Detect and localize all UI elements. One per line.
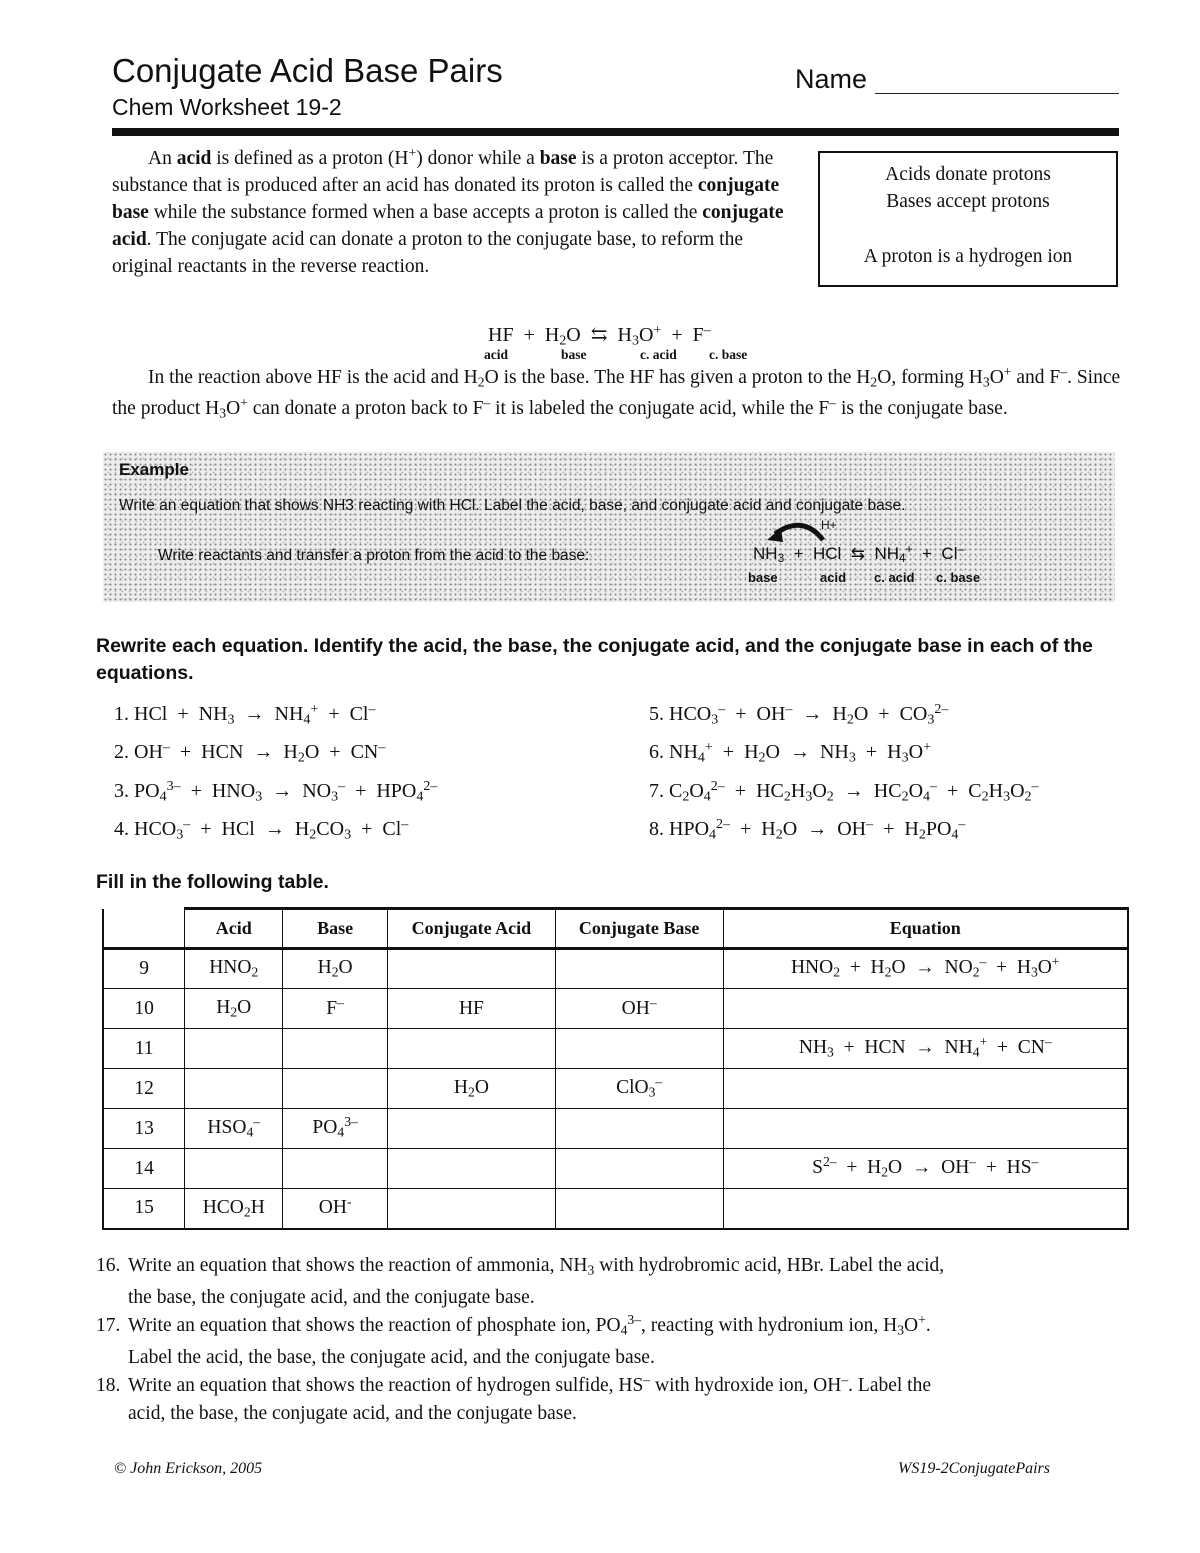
cell-acid: $HNO_2$	[185, 949, 283, 989]
cell-base: OH-	[283, 1189, 388, 1229]
header-rule	[112, 128, 1119, 136]
cell-conjugate-acid[interactable]	[388, 1149, 556, 1189]
row-number: 13	[103, 1109, 185, 1149]
cell-conjugate-acid[interactable]	[388, 1029, 556, 1069]
callout-line: Acids donate protons	[885, 164, 1051, 185]
table-row	[103, 949, 1128, 989]
row-number: 14	[103, 1149, 185, 1189]
row-number: 10	[103, 989, 185, 1029]
cell-conjugate-acid[interactable]	[388, 949, 556, 989]
callout-line: Bases accept protons	[886, 191, 1050, 212]
cell-equation: $S^{2-} + H_2O \to OH^- + HS^-$	[723, 1149, 1128, 1189]
cell-base[interactable]	[283, 1069, 388, 1109]
table-row	[103, 1149, 1128, 1189]
example-label: base	[748, 570, 778, 585]
document-id: WS19-2ConjugatePairs	[898, 1460, 1050, 1477]
callout-line: A proton is a hydrogen ion	[863, 246, 1073, 267]
cell-conjugate-base[interactable]	[555, 1149, 723, 1189]
cell-acid: $H_2O$	[185, 989, 283, 1029]
cell-conjugate-acid: HF	[388, 989, 556, 1029]
column-header-equation: Equation	[723, 909, 1128, 949]
example-label: acid	[820, 570, 847, 585]
name-label: Name	[795, 64, 868, 94]
table-row	[103, 1109, 1128, 1149]
cell-acid: $HSO_4^-$	[185, 1109, 283, 1149]
cell-acid: $HCO_2H$	[185, 1189, 283, 1229]
key-facts-box	[818, 151, 1118, 287]
example-label: c. acid	[874, 570, 915, 585]
intro-paragraph: An acid is defined as a proton (H+) donor while a base is a proton acceptor. The substance that is produced after an acid has donated its proton is called the conjugate base while the substance formed when a base accepts a proton is called the conjugate acid. The conjugate acid can donate a proton to the conjugate base, to reform the original reactants in the reverse reaction.	[112, 145, 784, 277]
cell-equation: $HNO_2 + H_2O \to NO_2^- + H_3O^+$	[723, 949, 1128, 989]
question-17: 17. Write an equation that shows the reaction of phosphate ion, $PO_4^{3-}$, reacting with hydronium ion, $H_3O^+$. Label the acid, the base, the conjugate acid, and the conjugate base.	[96, 1312, 931, 1369]
example-equation: $NH_3$ + HCl ⇆ $NH_4^+ + Cl^-$	[753, 542, 965, 565]
table-instructions: Fill in the following table.	[96, 871, 329, 893]
column-header-conjugate-acid: Conjugate Acid	[388, 909, 556, 949]
conjugate-pairs-table	[102, 907, 1129, 1230]
page-title: Conjugate Acid Base Pairs	[112, 52, 503, 89]
cell-equation[interactable]	[723, 989, 1128, 1029]
name-blank-line	[875, 93, 1119, 94]
equation-item-6: 6. $NH_4^+ + H_2O \to NH_3 + H_3O^+$	[649, 740, 931, 766]
rewrite-instructions: Rewrite each equation. Identify the acid, the base, the conjugate acid, and the conjugate base in each of the equations.	[96, 635, 1093, 684]
equation-item-5: 5. $HCO_3^- + OH^- \to H_2O + CO_3^{2-}$	[649, 702, 949, 728]
row-number: 9	[103, 949, 185, 989]
table-row	[103, 1029, 1128, 1069]
cell-base: F–	[283, 989, 388, 1029]
cell-acid[interactable]	[185, 1029, 283, 1069]
example-label: c. base	[936, 570, 981, 585]
cell-conjugate-acid[interactable]	[388, 1189, 556, 1229]
worksheet-subtitle: Chem Worksheet 19-2	[112, 94, 342, 120]
proton-label: H+	[821, 518, 837, 532]
equation-item-1: 1. HCl + $NH_3 \to NH_4^+ + Cl^-$	[114, 702, 376, 728]
cell-conjugate-base[interactable]	[555, 1109, 723, 1149]
cell-base[interactable]	[283, 1029, 388, 1069]
equation-label: c. acid	[640, 347, 677, 362]
equation-label: c. base	[709, 347, 748, 362]
cell-conjugate-base[interactable]	[555, 949, 723, 989]
column-header-base: Base	[283, 909, 388, 949]
table-row	[103, 1189, 1128, 1229]
column-header-acid: Acid	[185, 909, 283, 949]
example-title: Example	[119, 460, 189, 479]
equation-item-7: 7. $C_2O_4^{2-} + HC_2H_3O_2 \to HC_2O_4^- + C_2H_3O_2^-$	[649, 779, 1039, 805]
table-row	[103, 989, 1128, 1029]
cell-base: $PO_4^{3-}$	[283, 1109, 388, 1149]
equation-label: acid	[484, 347, 509, 362]
cell-equation[interactable]	[723, 1189, 1128, 1229]
equation-item-3: 3. $PO_4^{3-} + HNO_3 \to NO_3^- + HPO_4^{2-}$	[114, 779, 438, 805]
equation-item-8: 8. $HPO_4^{2-} + H_2O \to OH^- + H_2PO_4^-$	[649, 817, 966, 843]
column-header-conjugate-base: Conjugate Base	[555, 909, 723, 949]
equation-item-2: 2. OH– + HCN → $H_2O + CN^-$	[114, 740, 386, 766]
cell-acid[interactable]	[185, 1149, 283, 1189]
question-16: 16. Write an equation that shows the reaction of ammonia, $NH_3$ with hydrobromic acid, HBr. Label the acid, the base, the conjugate acid, and the conjugate base.	[96, 1255, 945, 1309]
equation-label: base	[561, 347, 587, 362]
cell-conjugate-acid: $H_2O$	[388, 1069, 556, 1109]
cell-conjugate-base: OH–	[555, 989, 723, 1029]
question-18: 18. Write an equation that shows the reaction of hydrogen sulfide, HS– with hydroxide ion, OH–. Label the acid, the base, the conjugate acid, and the conjugate base.	[96, 1372, 931, 1424]
cell-conjugate-acid[interactable]	[388, 1109, 556, 1149]
cell-base: $H_2O$	[283, 949, 388, 989]
cell-conjugate-base[interactable]	[555, 1189, 723, 1229]
cell-equation[interactable]	[723, 1109, 1128, 1149]
cell-equation: $NH_3$ + HCN → $NH_4^+ + CN^-$	[723, 1029, 1128, 1069]
table-corner	[103, 909, 185, 949]
row-number: 15	[103, 1189, 185, 1229]
equation-item-4: 4. $HCO_3^-$ + HCl → $H_2CO_3 + Cl^-$	[114, 817, 409, 843]
cell-acid[interactable]	[185, 1069, 283, 1109]
copyright-notice: © John Erickson, 2005	[114, 1460, 263, 1477]
row-number: 12	[103, 1069, 185, 1109]
explanation-paragraph: In the reaction above HF is the acid and $H_2O$ is the base. The HF has given a proton to the $H_2O$, forming $H_3O^+$ and F–. Since the product $H_3O^+$ can donate a proton back to F– it is labeled the conjugate acid, while the F– is the conjugate base.	[112, 364, 1121, 421]
table-row	[103, 1069, 1128, 1109]
example-box	[103, 452, 1115, 602]
cell-base[interactable]	[283, 1149, 388, 1189]
row-number: 11	[103, 1029, 185, 1069]
table-header-row	[103, 909, 1128, 949]
cell-equation[interactable]	[723, 1069, 1128, 1109]
example-question: Write an equation that shows NH3 reacting with HCl. Label the acid, base, and conjugate acid and conjugate base.	[119, 497, 906, 514]
cell-conjugate-base[interactable]	[555, 1029, 723, 1069]
cell-conjugate-base: ClO$_3$–	[555, 1069, 723, 1109]
example-equation-hf: HF + $H_2O$ ⇆ $H_3O^+ + F^-$	[488, 323, 711, 349]
example-instruction: Write reactants and transfer a proton from the acid to the base:	[158, 547, 590, 564]
